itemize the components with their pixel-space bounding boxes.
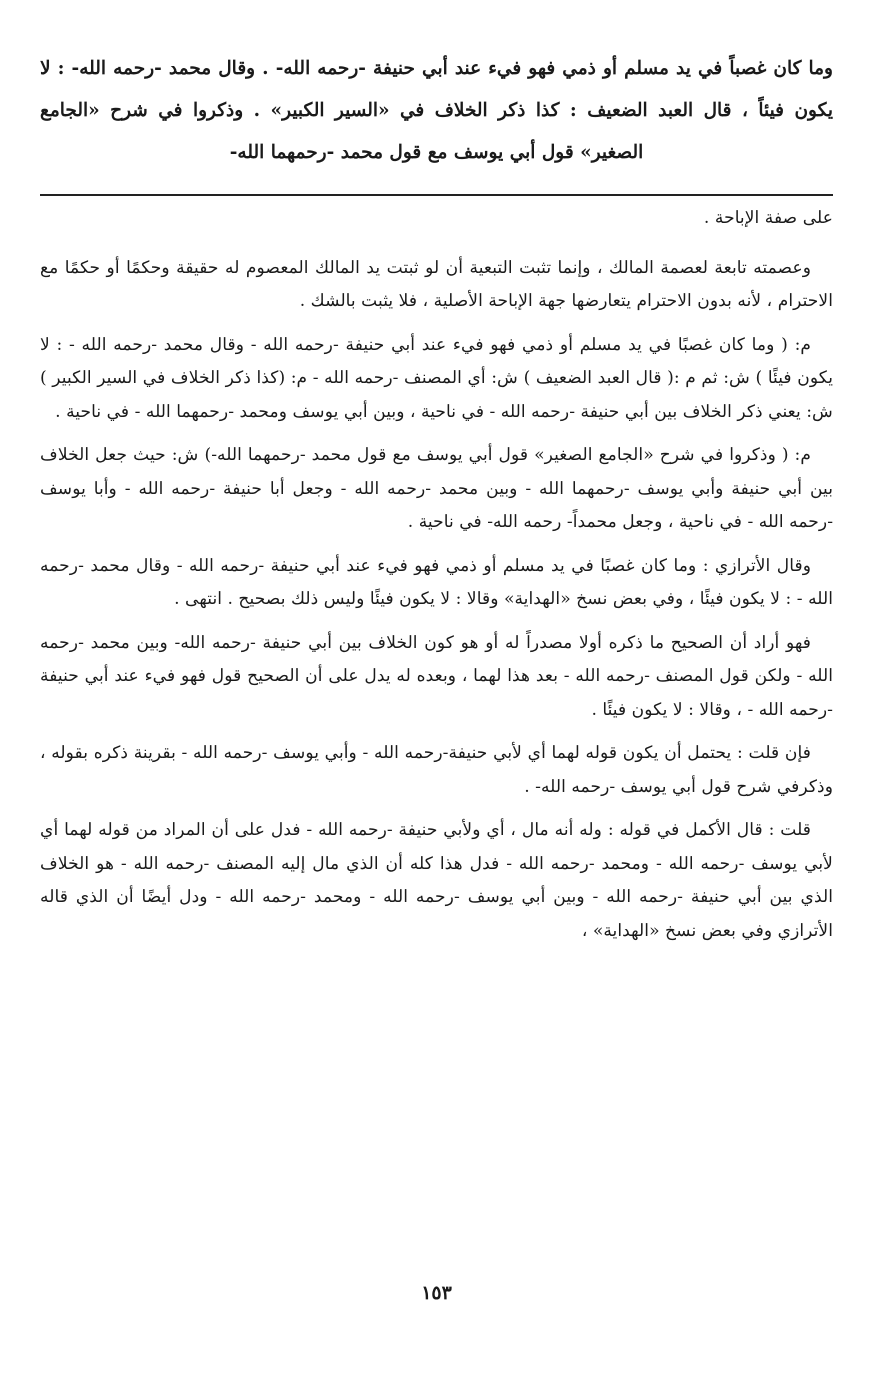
commentary-paragraph: م: ( وذكروا في شرح «الجامع الصغير» قول أبي يوسف مع قول محمد -رحمهما الله-) ش: حيث جعل الخلاف بين أبي حنيفة وأبي يوسف -رحمهما الله - وبين محمد -رحمه الله - وجعل أبا حنيفة -رحمه الله - وأبا يوسف -رحمه الله - في ناحية ، وجعل محمداً- رحمه الله- في ناحية .	[40, 445, 833, 532]
page-number: ١٥٣	[421, 1282, 452, 1304]
commentary-paragraph: وقال الأترازي : وما كان غصبًا في يد مسلم أو ذمي فهو فيء عند أبي حنيفة -رحمه الله - وقال محمد -رحمه الله - : لا يكون فيئًا ، وفي بعض نسخ «الهداية» وقالا : لا يكون فيئًا وليس ذلك بصحيح . انتهى .	[40, 555, 833, 609]
commentary-paragraph: قلت : قال الأكمل في قوله : وله أنه مال ، أي ولأبي حنيفة -رحمه الله - فدل على أن المراد من قوله لهما أي لأبي يوسف -رحمه الله - ومحمد -رحمه الله - فدل هذا كله أن الذي مال إليه المصنف -رحمه الله - هو الخلاف الذي بين أبي حنيفة -رحمه الله - وبين أبي يوسف -رحمه الله - ومحمد -رحمه الله - ودل أيضًا أن الذي قاله الأترازي وفي بعض نسخ «الهداية» ،	[40, 820, 833, 941]
commentary-paragraph: وعصمته تابعة لعصمة المالك ، وإنما تثبت التبعية أن لو ثبتت يد المالك المعصوم له حقيقة وحكمًا أو حكمًا مع الاحترام ، لأنه بدون الاحترام يتعارضها جهة الإباحة الأصلية ، فلا يثبت بالشك .	[40, 257, 833, 311]
commentary-paragraph: م: ( وما كان غصبًا في يد مسلم أو ذمي فهو فيء عند أبي حنيفة -رحمه الله - وقال محمد -رحمه الله - : لا يكون فيئًا ) ش: ثم م :( قال العبد الضعيف ) ش: أي المصنف -رحمه الله - م: (كذا ذكر الخلاف في السير الكبير ) ش: يعني ذكر الخلاف بين أبي حنيفة -رحمه الله - في ناحية ، وبين أبي يوسف ومحمد -رحمهما الله - في ناحية .	[40, 334, 833, 422]
commentary-paragraph: على صفة الإباحة .	[703, 208, 833, 228]
commentary-paragraph: فإن قلت : يحتمل أن يكون قوله لهما أي لأبي حنيفة-رحمه الله - وأبي يوسف -رحمه الله - بقرينة ذكره بقوله ، وذكرفي شرح قول أبي يوسف -رحمه الله- .	[40, 743, 833, 797]
commentary-paragraph: فهو أراد أن الصحيح ما ذكره أولا مصدراً له أو هو كون الخلاف بين أبي حنيفة -رحمه الله- وبين محمد -رحمه الله - ولكن قول المصنف -رحمه الله - بعد هذا لهما ، وبعده له يدل على أن الصحيح قول فهو فيء عند أبي حنيفة -رحمه الله - ، وقالا : لا يكون فيئًا .	[40, 632, 833, 720]
separator-line	[40, 194, 833, 196]
commentary-section	[40, 202, 833, 948]
main-text-matn: وما كان غصباً في يد مسلم أو ذمي فهو فيء عند أبي حنيفة -رحمه الله- . وقال محمد -رحمه الله- : لا يكون فيئاً ، قال العبد الضعيف : كذا ذكر الخلاف في «السير الكبير» . وذكروا في شرح «الجامع الصغير» قول أبي يوسف مع قول محمد -رحمهما الله-	[40, 58, 833, 163]
